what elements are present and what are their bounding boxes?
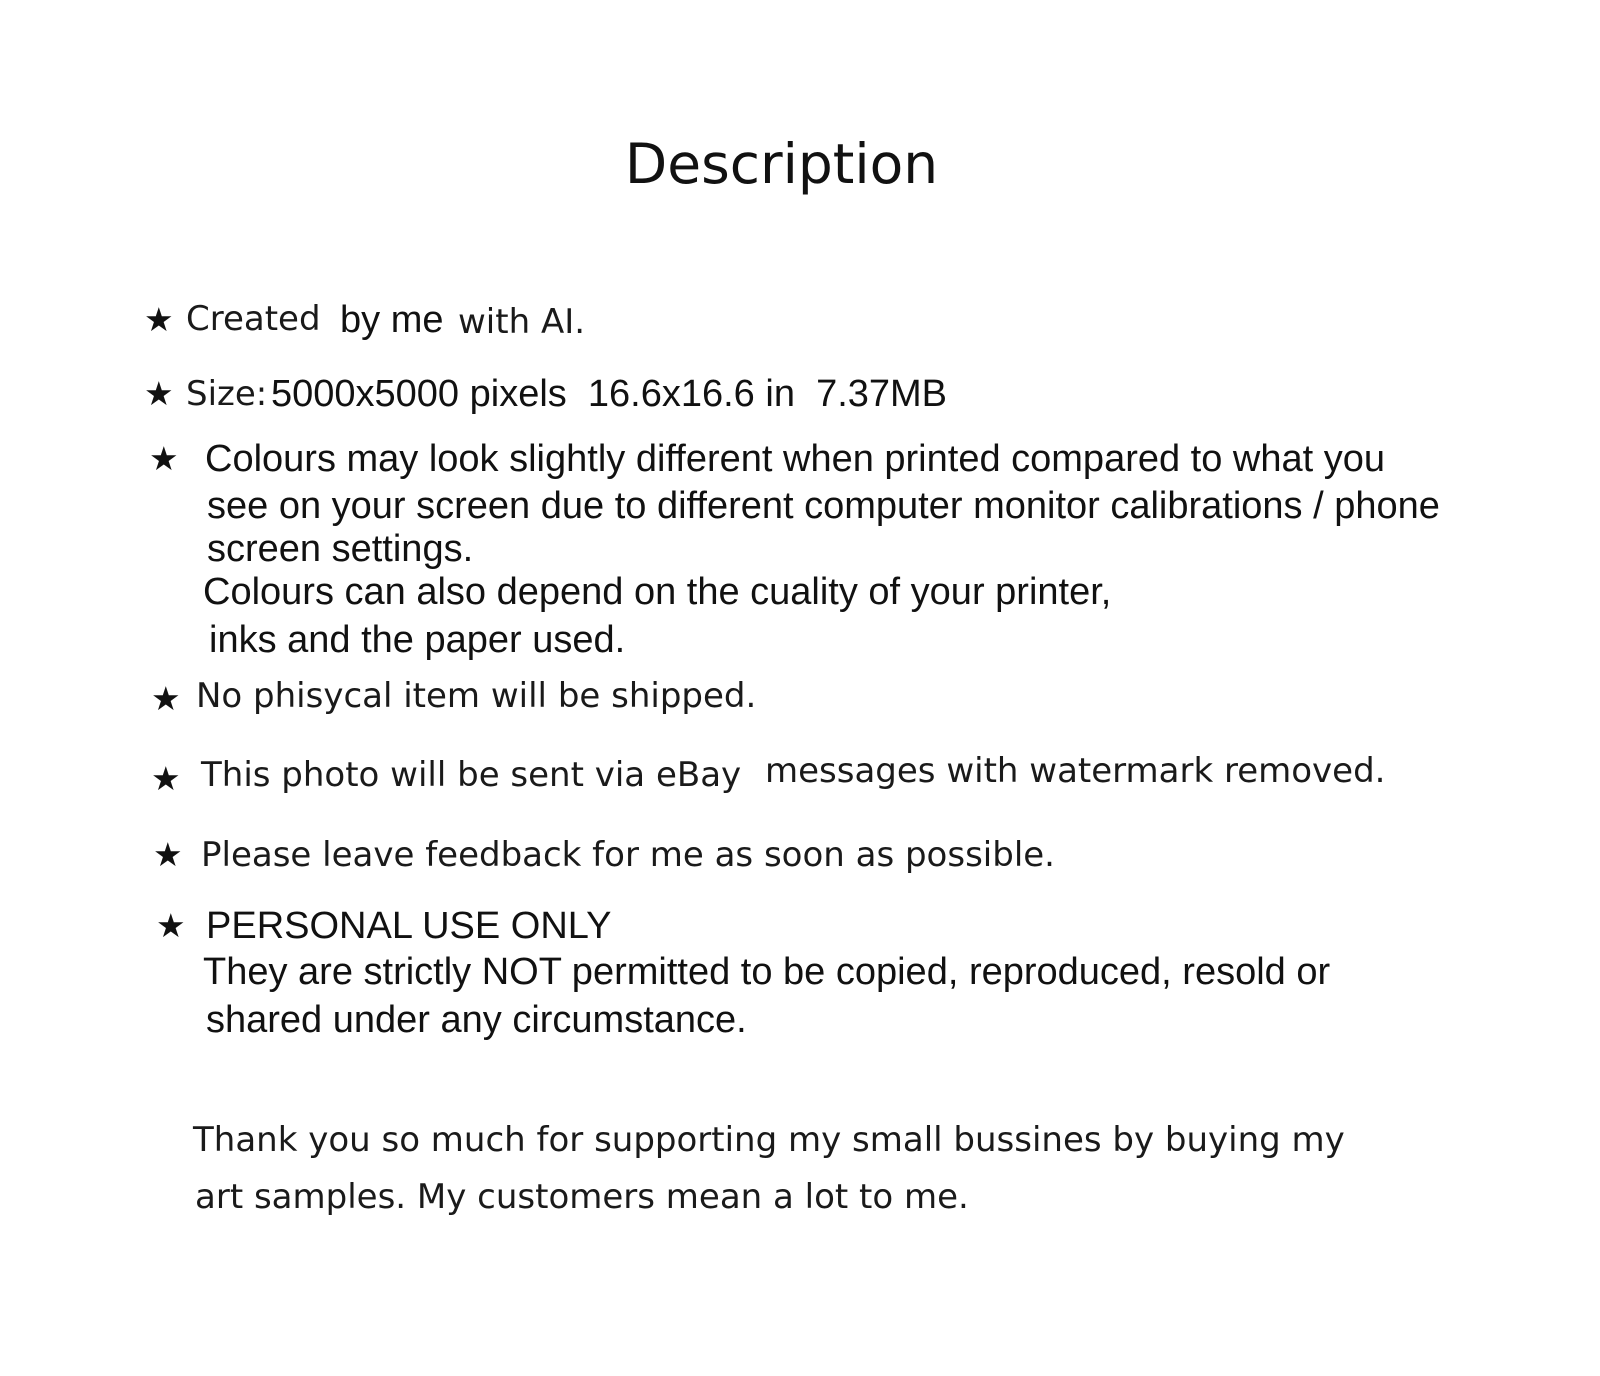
feedback-text: Please leave feedback for me as soon as possible.	[201, 835, 1055, 875]
thanks-line-2: art samples. My customers mean a lot to me.	[195, 1177, 969, 1217]
colours-line-2: see on your screen due to different computer monitor calibrations / phone	[207, 485, 1440, 527]
star-icon: ★	[151, 679, 181, 718]
sent-text-b: messages with watermark removed.	[765, 751, 1386, 791]
created-text-c: with AI.	[458, 302, 586, 342]
size-label: Size:	[186, 374, 268, 414]
star-icon: ★	[156, 906, 186, 945]
colours-line-4: Colours can also depend on the cuality of your printer,	[203, 571, 1112, 613]
star-icon: ★	[144, 300, 174, 339]
sent-text-a: This photo will be sent via eBay	[201, 755, 742, 795]
colours-line-5: inks and the paper used.	[209, 619, 626, 661]
personal-line-3: shared under any circumstance.	[206, 999, 747, 1041]
colours-line-3: screen settings.	[207, 528, 474, 570]
personal-line-2: They are strictly NOT permitted to be copied, reproduced, resold or	[203, 951, 1331, 993]
shipped-text: No phisycal item will be shipped.	[196, 676, 757, 716]
star-icon: ★	[151, 759, 181, 798]
colours-line-1: Colours may look slightly different when printed compared to what you	[205, 438, 1386, 480]
created-text-a: Created	[186, 299, 321, 339]
star-icon: ★	[144, 374, 174, 413]
description-title: Description	[624, 132, 939, 196]
created-text-b: by me	[340, 299, 444, 341]
star-icon: ★	[153, 835, 183, 874]
size-value: 5000x5000 pixels 16.6x16.6 in 7.37MB	[271, 373, 948, 415]
thanks-line-1: Thank you so much for supporting my small bussines by buying my	[193, 1120, 1345, 1160]
star-icon: ★	[149, 439, 179, 478]
personal-line-1: PERSONAL USE ONLY	[206, 905, 612, 947]
